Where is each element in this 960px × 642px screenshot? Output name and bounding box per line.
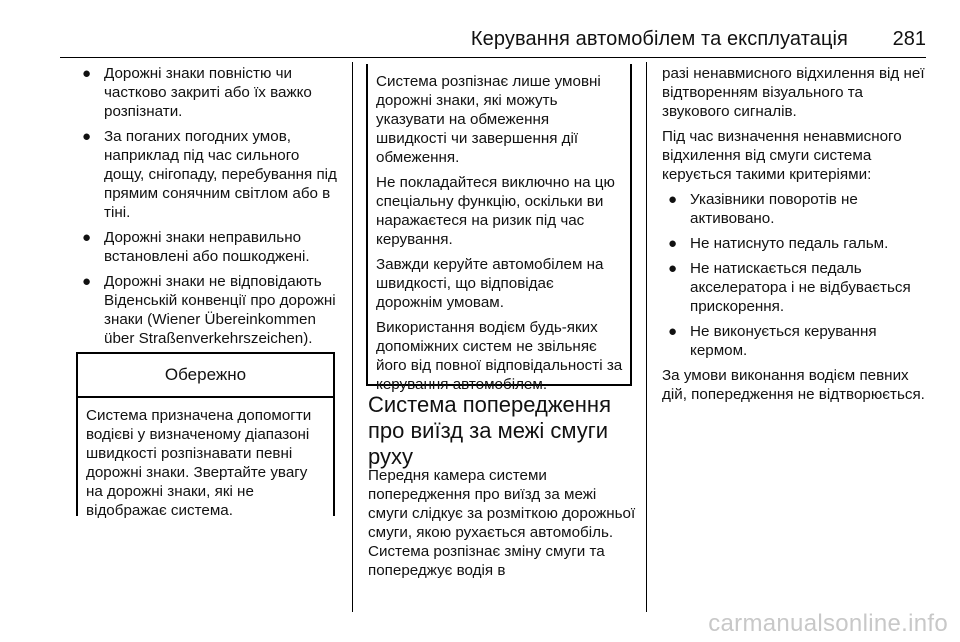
list-item: ● Не натискається педаль акселератора і не відбувається прискорення.	[668, 260, 911, 315]
section-heading: Система попередження про виїзд за межі смуги руху	[368, 392, 611, 469]
list-item: ● За поганих погодних умов, наприклад під час сильного дощу, снігопаду, перебування під прямим сонячним світлом або в тіні.	[82, 128, 337, 221]
watermark: carmanualsonline.info	[708, 610, 948, 637]
conditions-list	[76, 64, 342, 348]
notice-paragraph: Система розпізнає лише умовні дорожні знаки, які можуть указувати на обмеження швидкості чи завершення дії обмеження.	[376, 73, 601, 166]
list-item: ● Дорожні знаки не відповідають Віденській конвенції про дорожні знаки (Wiener Übereinkommen über Straßenverkehrszeichen).	[82, 273, 336, 347]
column-divider-left	[352, 62, 353, 612]
column-divider-right	[646, 62, 647, 612]
chapter-title: Керування автомобілем та експлуатація	[470, 28, 848, 50]
section-text: Передня камера системи попередження про виїзд за межі смуги слідкує за розміткою дорожньої смуги, якою рухається автомобіль. Система розпізнає зміну смуги та попереджує водія в	[368, 467, 636, 579]
caution-title: Обережно	[78, 354, 333, 398]
header-rule	[60, 57, 926, 58]
list-item: ● Не виконується керування кермом.	[668, 323, 877, 359]
paragraph: разі ненавмисного відхилення від неї відтворенням візуального та звукового сигналів.	[662, 65, 925, 120]
notice-box	[366, 64, 632, 393]
left-column	[76, 64, 342, 354]
right-column	[662, 64, 928, 410]
list-item: ● Указівники поворотів не активовано.	[668, 191, 858, 227]
notice-paragraph: Не покладайтеся виключно на цю спеціальну функцію, оскільки ви наражаєтеся на ризик під час керування.	[376, 174, 615, 248]
caution-box	[76, 352, 335, 519]
list-item: ● Дорожні знаки повністю чи частково закриті або їх важко розпізнати.	[82, 65, 312, 120]
paragraph: Під час визначення ненавмисного відхилення від смуги система керується такими критеріями:	[662, 128, 902, 183]
caution-text: Система призначена допомогти водієві у визначеному діапазоні швидкості розпізнавати певні дорожні знаки. Звертайте увагу на дорожні знаки, які не відображає система.	[86, 407, 312, 519]
list-item: ● Дорожні знаки неправильно встановлені або пошкоджені.	[82, 229, 310, 265]
notice-paragraph: Завжди керуйте автомобілем на швидкості, що відповідає дорожнім умовам.	[376, 256, 604, 311]
paragraph: За умови виконання водієм певних дій, попередження не відтворюється.	[662, 367, 925, 403]
notice-paragraph: Використання водієм будь-яких допоміжних систем не звільняє його від повної відповідальності за керування автомобілем.	[376, 319, 623, 393]
list-item: ● Не натиснуто педаль гальм.	[668, 235, 889, 252]
criteria-list	[662, 190, 928, 360]
page-header	[60, 22, 926, 58]
page-number: 281	[892, 28, 926, 50]
